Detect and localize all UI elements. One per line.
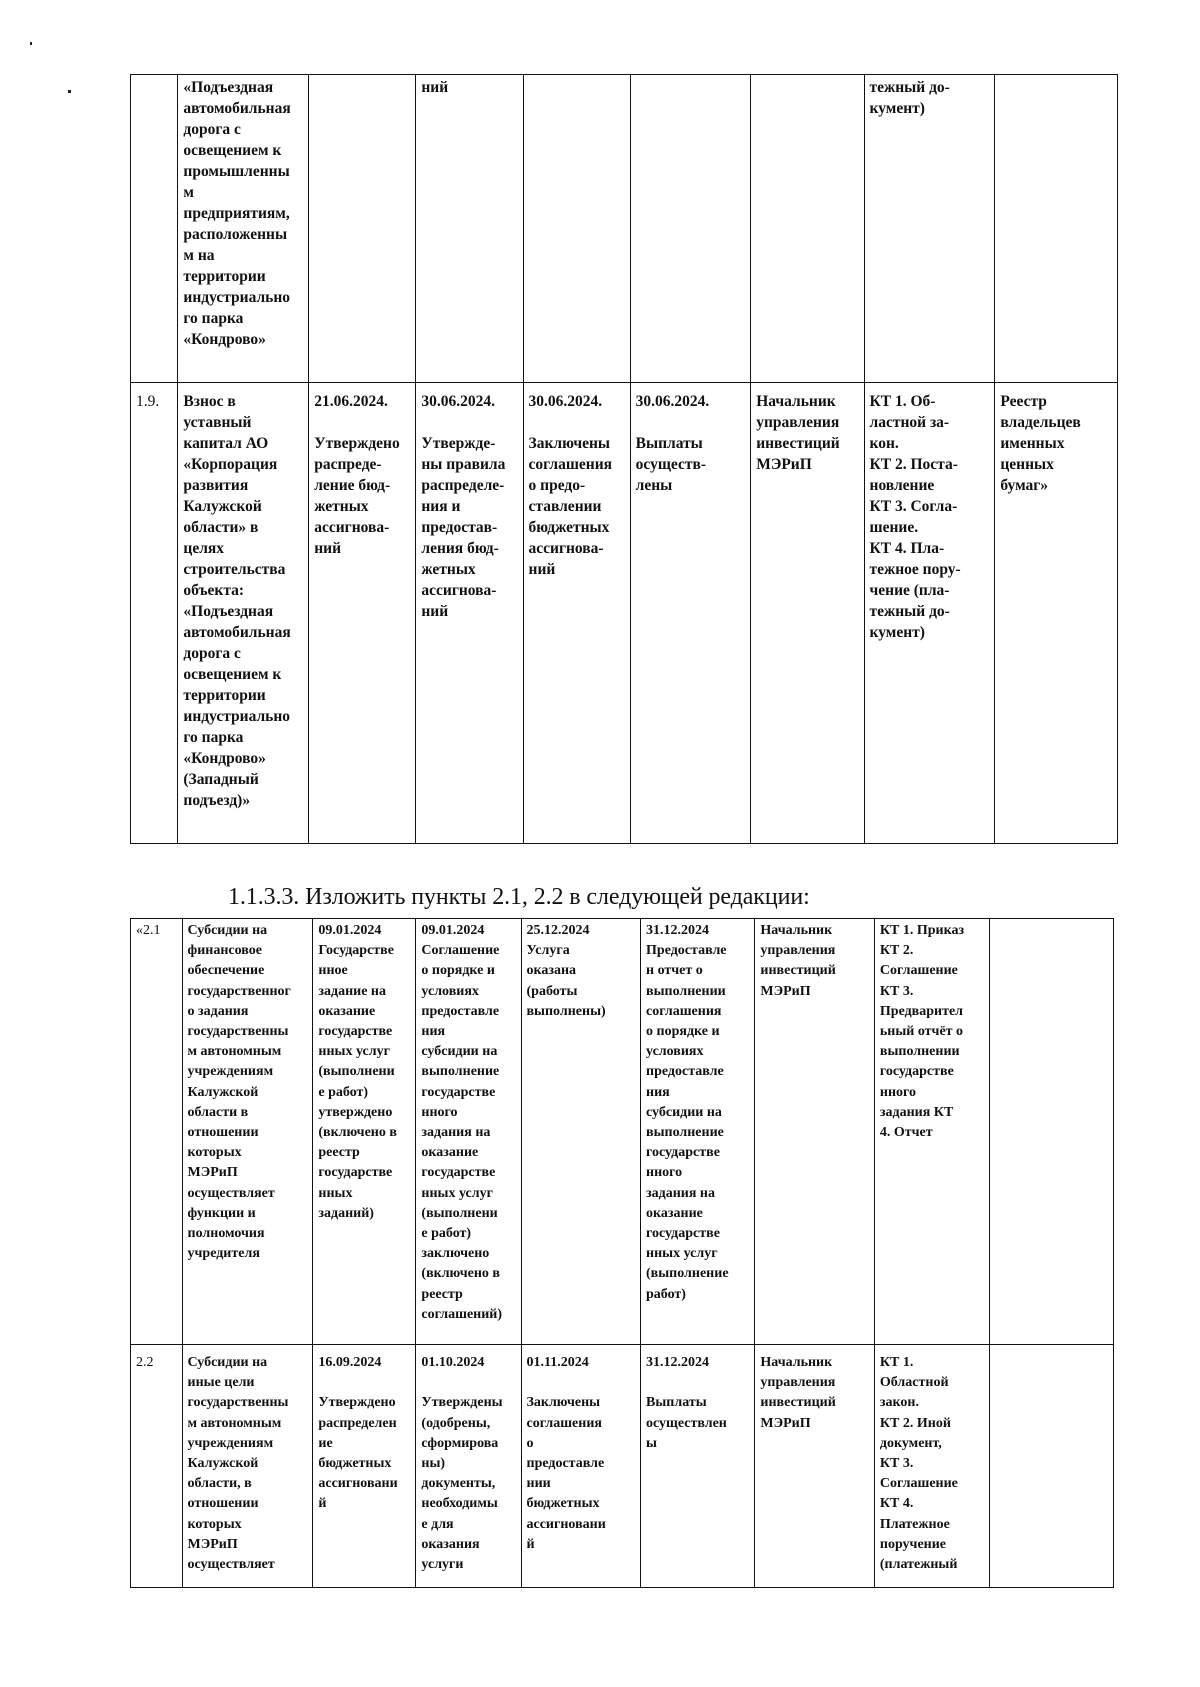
control-point-1: 09.01.2024 Государстве нное задание на оказание государстве нных услуг (выполнени е работ) утверждено (включено в реестр государстве нных заданий) [313, 919, 416, 1345]
activity-name: «Подъездная автомобильная дорога с освещением к промышленны м предприятиям, расположенны м на территории индустриально го парка «Кондрово» [178, 75, 309, 383]
scan-speck [30, 42, 32, 45]
control-documents: КТ 1. Приказ КТ 2. Соглашение КТ 3. Предварител ьный отчёт о выполнении государстве нного задания КТ 4. Отчет [874, 919, 989, 1345]
control-point-3: 30.06.2024. Заключены соглашения о предо- ставлении бюджетных ассигнова- ний [523, 383, 630, 844]
table-row [131, 1345, 1114, 1588]
control-point-2: 01.10.2024 Утверждены (одобрены, сформирова ны) документы, необходимы е для оказания услуги [416, 1345, 521, 1588]
control-point-4 [630, 75, 751, 383]
control-point-1 [309, 75, 416, 383]
scan-speck [68, 90, 71, 93]
result-document: Реестр владельцев именных ценных бумаг» [995, 383, 1118, 844]
control-point-3: 25.12.2024 Услуга оказана (работы выполнены) [521, 919, 641, 1345]
activity-name: Субсидии на иные цели государственны м автономным учреждениям Калужской области, в отношении которых МЭРиП осуществляет [182, 1345, 313, 1588]
result-document [995, 75, 1118, 383]
table-row [131, 919, 1114, 1345]
responsible-person [751, 75, 864, 383]
row-number: «2.1 [131, 919, 183, 1345]
responsible-person: Начальник управления инвестиций МЭРиП [755, 1345, 875, 1588]
control-point-4: 31.12.2024 Выплаты осуществлен ы [641, 1345, 755, 1588]
control-point-1: 16.09.2024 Утверждено распределен ие бюджетных ассигновани й [313, 1345, 416, 1588]
row-number [131, 75, 178, 383]
control-point-1: 21.06.2024. Утверждено распреде- ление бюд- жетных ассигнова- ний [309, 383, 416, 844]
control-point-4: 30.06.2024. Выплаты осуществ- лены [630, 383, 751, 844]
control-point-2: ний [416, 75, 523, 383]
table-row [131, 75, 1118, 383]
control-documents: КТ 1. Об- ластной за- кон. КТ 2. Поста- новление КТ 3. Согла- шение. КТ 4. Пла- тежное пору- чение (пла- тежный до- кумент) [864, 383, 995, 844]
activities-table-bottom [130, 918, 1114, 1588]
control-point-4: 31.12.2024 Предоставле н отчет о выполнении соглашения о порядке и условиях предоставле ния субсидии на выполнение государстве нного задания на оказание государстве нных услуг (выполнение работ) [641, 919, 755, 1345]
result-document [990, 919, 1114, 1345]
control-documents: тежный до- кумент) [864, 75, 995, 383]
responsible-person: Начальник управления инвестиций МЭРиП [751, 383, 864, 844]
control-point-2: 30.06.2024. Утвержде- ны правила распределе- ния и предостав- ления бюд- жетных ассигнова- ний [416, 383, 523, 844]
responsible-person: Начальник управления инвестиций МЭРиП [755, 919, 875, 1345]
control-point-3 [523, 75, 630, 383]
row-number: 2.2 [131, 1345, 183, 1588]
control-documents: КТ 1. Областной закон. КТ 2. Иной документ, КТ 3. Соглашение КТ 4. Платежное поручение (платежный [874, 1345, 989, 1588]
activity-name: Субсидии на финансовое обеспечение государственног о задания государственны м автономным учреждениям Калужской области в отношении которых МЭРиП осуществляет функции и полномочия учредителя [182, 919, 313, 1345]
table-row [131, 383, 1118, 844]
row-number: 1.9. [131, 383, 178, 844]
result-document [990, 1345, 1114, 1588]
section-heading: 1.1.3.3. Изложить пункты 2.1, 2.2 в следующей редакции: [228, 884, 810, 910]
control-point-3: 01.11.2024 Заключены соглашения о предоставле нии бюджетных ассигновани й [521, 1345, 641, 1588]
activities-table-top [130, 74, 1118, 844]
control-point-2: 09.01.2024 Соглашение о порядке и условиях предоставле ния субсидии на выполнение государстве нного задания на оказание государстве нных услуг (выполнени е работ) заключено (включено в реестр соглашений) [416, 919, 521, 1345]
activity-name: Взнос в уставный капитал АО «Корпорация развития Калужской области» в целях строительства объекта: «Подъездная автомобильная дорога с освещением к территории индустриально го парка «Кондрово» (Западный подъезд)» [178, 383, 309, 844]
